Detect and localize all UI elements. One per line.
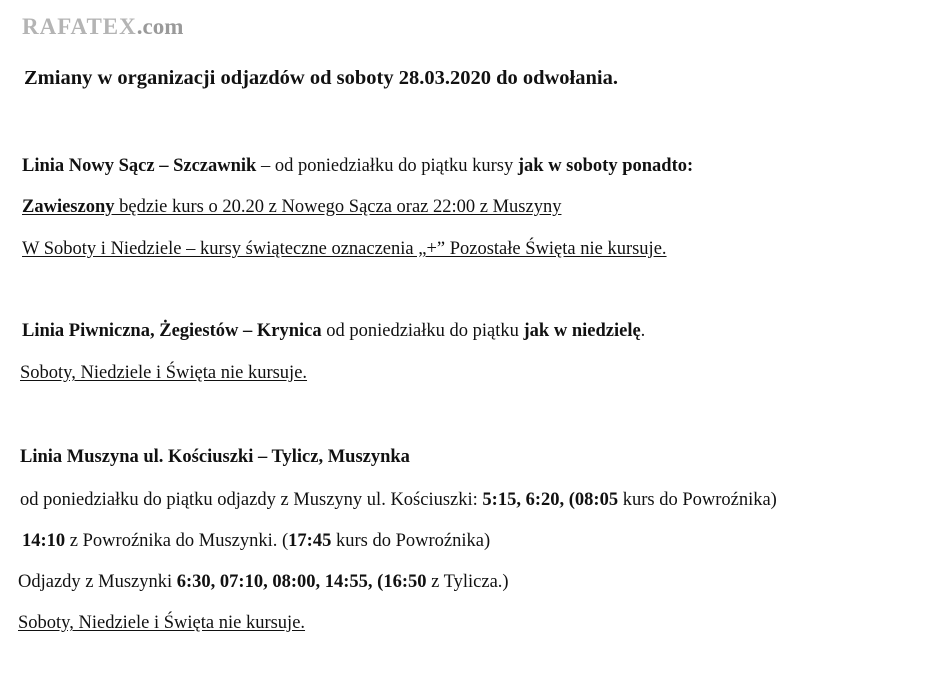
section2-line1: [22, 322, 645, 341]
section2-emphasis: jak w niedzielę: [523, 321, 641, 341]
section2-heading: Linia Piwniczna, Żegiestów – Krynica: [22, 321, 322, 341]
section1-heading: Linia Nowy Sącz – Szczawnik: [22, 156, 257, 176]
section1-emphasis: jak w soboty ponadto:: [517, 156, 694, 176]
section2-note: Soboty, Niedziele i Święta nie kursuje.: [20, 363, 308, 383]
section3-line3-text: Odjazdy z Muszynki: [18, 572, 177, 592]
section3-line3-times: 6:30, 07:10, 08:00, 14:55, (16:50: [176, 572, 427, 592]
section3-line3-end: z Tylicza.): [426, 572, 509, 592]
section3-line2: [22, 532, 490, 551]
section1-suspended-label: Zawieszony: [22, 197, 115, 217]
section3-line1: [20, 491, 777, 510]
section1-text: – od poniedziałku do piątku kursy: [256, 156, 518, 176]
logo-name: RAFATEX: [22, 14, 137, 39]
section3-line2-time2: 17:45: [288, 531, 332, 551]
section3-line2-time: 14:10: [22, 531, 66, 551]
section1-line2: [22, 198, 561, 217]
section3-line3: [18, 573, 509, 592]
site-logo: [22, 14, 183, 40]
section3-note: Soboty, Niedziele i Święta nie kursuje.: [18, 613, 306, 633]
section1-line1: [22, 157, 693, 176]
logo-tld: .com: [136, 14, 184, 39]
section3-line2-text: z Powroźnika do Muszynki. (: [65, 531, 289, 551]
document-title: Zmiany w organizacji odjazdów od soboty 28.03.2020 do odwołania.: [24, 67, 618, 89]
section2-text: od poniedziałku do piątku: [321, 321, 524, 341]
section1-suspended-text: będzie kurs o 20.20 z Nowego Sącza oraz 22:00 z Muszyny: [114, 197, 562, 217]
section3-line1-text: od poniedziałku do piątku odjazdy z Muszyny ul. Kościuszki:: [20, 490, 483, 510]
section3-heading: Linia Muszyna ul. Kościuszki – Tylicz, Muszynka: [20, 447, 410, 467]
section3-line2-end: kurs do Powroźnika): [331, 531, 491, 551]
section3-line1-end: kurs do Powroźnika): [618, 490, 777, 510]
section2-end: .: [640, 321, 646, 341]
section1-weekend-note: W Soboty i Niedziele – kursy świąteczne oznaczenia „+” Pozostałe Święta nie kursuje.: [22, 239, 667, 259]
section3-line1-times: 5:15, 6:20, (08:05: [482, 490, 619, 510]
